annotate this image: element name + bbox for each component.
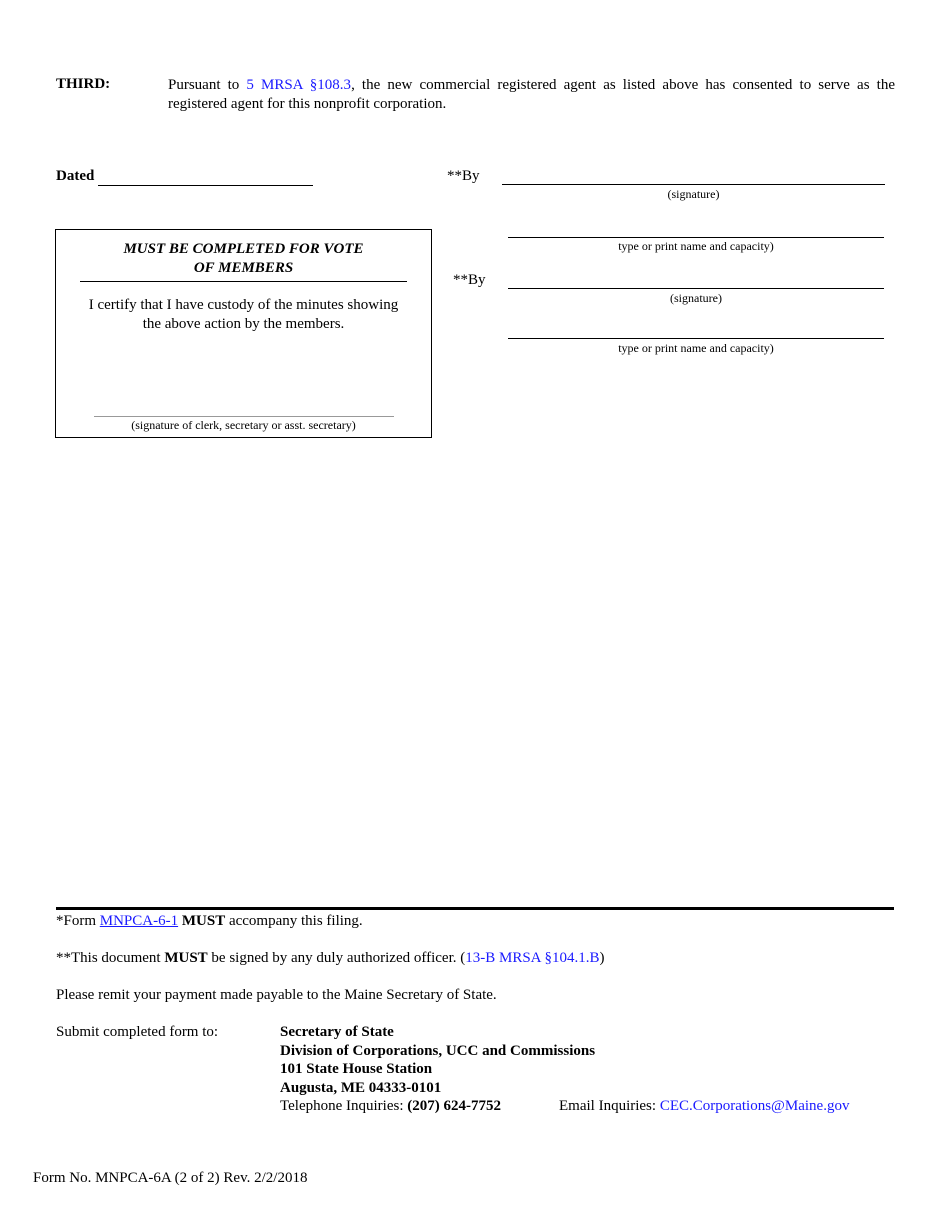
clerk-signature-line[interactable]	[94, 416, 394, 417]
footer-divider	[56, 907, 894, 910]
vote-title-line-1: MUST BE COMPLETED FOR VOTE	[123, 241, 364, 257]
submit-label: Submit completed form to:	[56, 1024, 219, 1040]
email-inquiries	[559, 1097, 849, 1116]
statute-link-104-1-b[interactable]: 13-B MRSA §104.1.B	[465, 950, 600, 966]
name-capacity-line-1[interactable]	[508, 237, 884, 238]
clerk-signature-caption: (signature of clerk, secretary or asst. secretary)	[131, 418, 356, 432]
note1-suffix: accompany this filing.	[225, 913, 363, 929]
address-line-1: Secretary of State	[280, 1024, 394, 1040]
vote-box-title	[80, 240, 407, 282]
signature-caption-1: (signature)	[667, 187, 720, 201]
dated-label: Dated	[56, 168, 95, 184]
third-label: THIRD:	[56, 76, 111, 92]
name-capacity-caption-2: type or print name and capacity)	[618, 341, 774, 355]
vote-title-line-2: OF MEMBERS	[193, 260, 294, 276]
third-paragraph	[168, 76, 895, 114]
footer-note-form	[56, 912, 363, 931]
dated-field	[56, 168, 94, 185]
address-line-2: Division of Corporations, UCC and Commissions	[280, 1042, 596, 1059]
note1-must: MUST	[181, 913, 226, 929]
by-label-1: **By	[447, 168, 480, 184]
third-text-before: Pursuant to	[168, 77, 247, 93]
vote-box-certification: I certify that I have custody of the minutes showing the above action by the members.	[88, 297, 399, 332]
form-number: Form No. MNPCA-6A (2 of 2) Rev. 2/2/2018	[33, 1170, 308, 1186]
signature-line-1[interactable]	[502, 184, 885, 185]
form-mnpca-6-1-link[interactable]: MNPCA-6-1	[99, 913, 179, 929]
phone-inquiries	[280, 1097, 595, 1116]
remit-instructions: Please remit your payment made payable to the Maine Secretary of State.	[56, 987, 497, 1003]
address-line-4: Augusta, ME 04333-0101	[280, 1079, 442, 1096]
mailing-address	[280, 1023, 595, 1116]
third-text-after: , the new commercial registered agent as listed above has consented to serve as the registered agent for this nonprofit corporation.	[168, 77, 895, 112]
by-label-2: **By	[453, 272, 486, 288]
name-capacity-line-2[interactable]	[508, 338, 884, 339]
footer-note-signature	[56, 949, 604, 968]
signature-caption-2: (signature)	[670, 291, 722, 305]
vote-of-members-box	[55, 229, 432, 438]
address-line-3: 101 State House Station	[280, 1061, 433, 1077]
note2-suffix: )	[599, 950, 605, 966]
phone-number: (207) 624-7752	[407, 1098, 501, 1114]
dated-input-line[interactable]	[98, 168, 313, 186]
statute-link-108-3[interactable]: 5 MRSA §108.3	[246, 77, 352, 93]
phone-label: Telephone Inquiries:	[280, 1098, 408, 1114]
note2-middle: be signed by any duly authorized officer. (	[207, 950, 466, 966]
signature-line-2[interactable]	[508, 288, 884, 289]
note1-prefix: *Form	[56, 913, 100, 929]
email-link[interactable]: CEC.Corporations@Maine.gov	[659, 1098, 850, 1114]
name-capacity-caption-1: type or print name and capacity)	[618, 239, 774, 253]
email-label: Email Inquiries:	[559, 1098, 660, 1114]
note2-must: MUST	[164, 950, 208, 966]
note2-prefix: **This document	[56, 950, 165, 966]
